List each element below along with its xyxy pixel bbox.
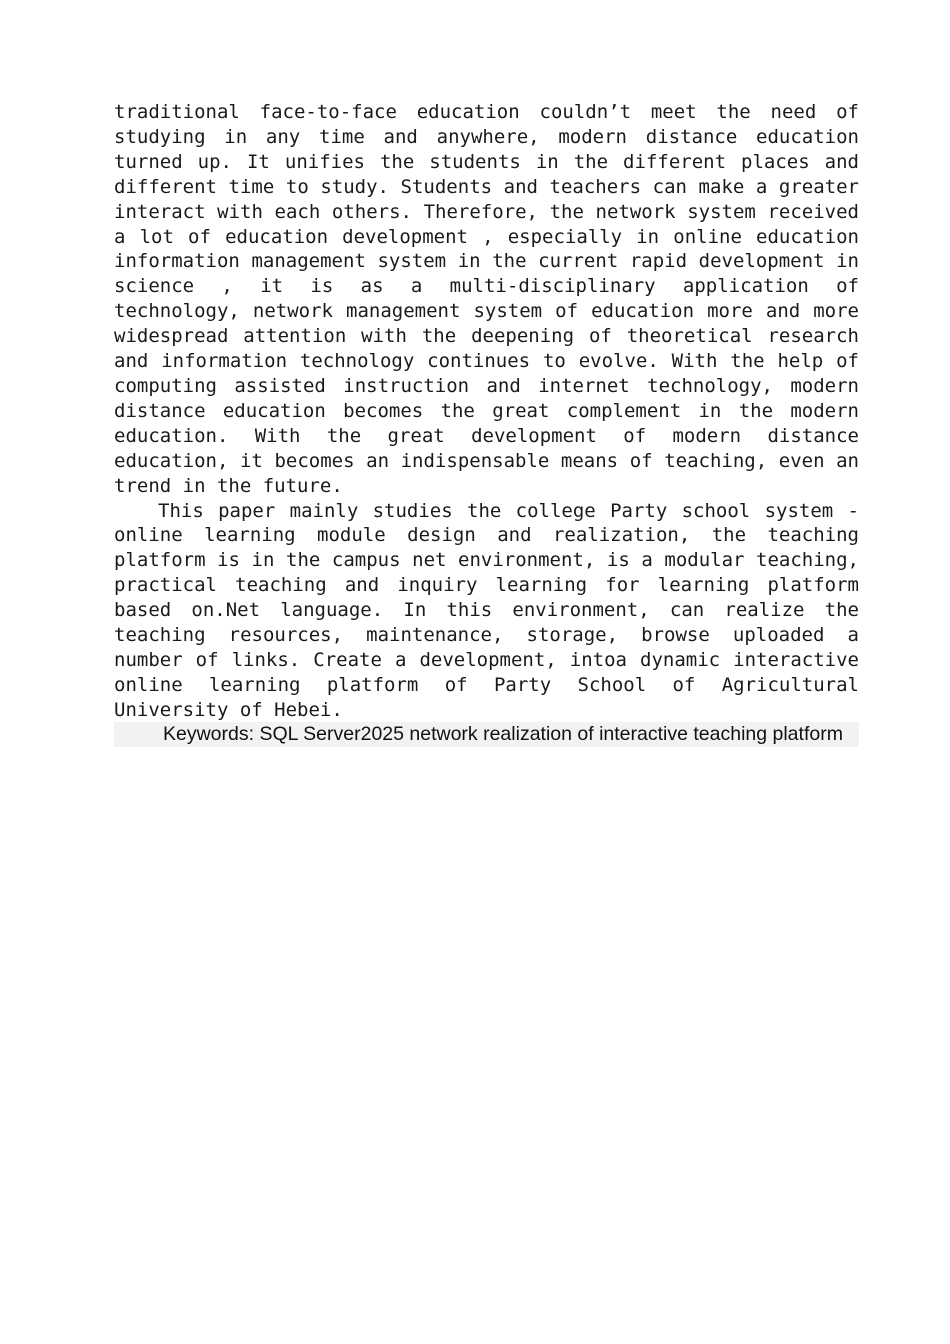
abstract-paragraph-1: traditional face-to-face education couldn’t meet the need of studying in any time and anywhere, modern distance education turned up. It unifies the students in the different places and different time to study. Students and teachers can make a greater interact with each others. Therefore, the network system received a lot of education development , especially in online education information management system in the current rapid development in science , it is as a multi-disciplinary application of technology, network management system of education more and more widespread attention with the deepening of theoretical research and information technology continues to evolve. With the help of computing assisted instruction and internet technology, modern distance education becomes the great complement in the modern education. With the great development of modern distance education, it becomes an indispensable means of teaching, even an trend in the future. (114, 101, 859, 497)
abstract-body (114, 100, 859, 723)
keywords-line: Keywords: SQL Server2025 network realization of interactive teaching platform (114, 722, 859, 747)
keywords-section (114, 722, 859, 747)
abstract-paragraph-2: This paper mainly studies the college Party school system - online learning module design and realization, the teaching platform is in the campus net environment, is a modular teaching, practical teaching and inquiry learning for learning platform based on.Net language. In this environment, can realize the teaching resources, maintenance, storage, browse uploaded a number of links. Create a development, intoa dynamic interactive online learning platform of Party School of Agricultural University of Hebei. (114, 499, 859, 721)
